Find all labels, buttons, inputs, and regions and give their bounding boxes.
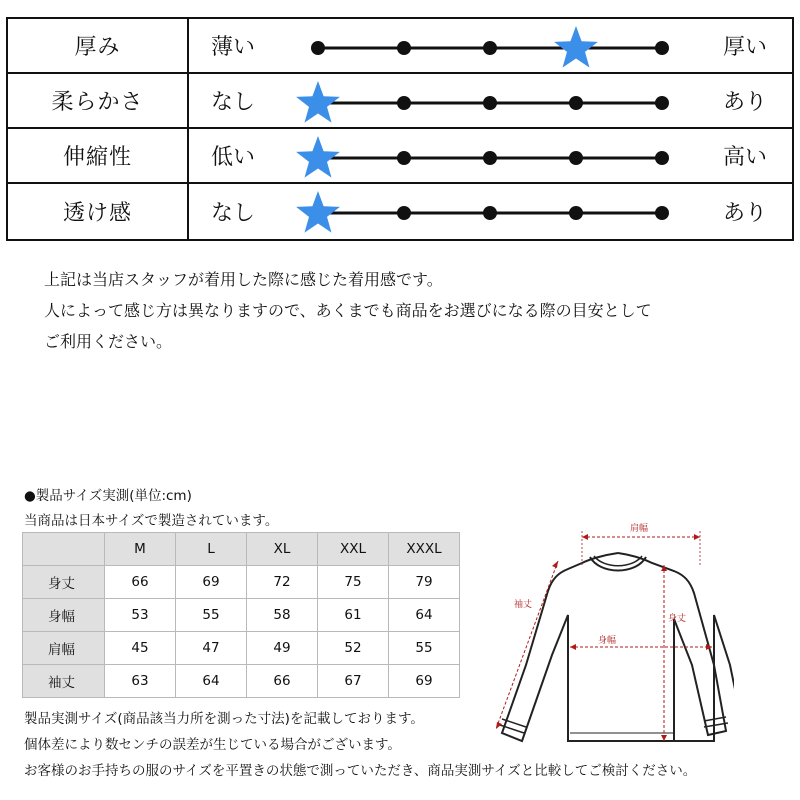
rating-high-label: あり [723,201,768,226]
rating-low-label: なし [211,201,256,226]
scale-dot [569,96,583,110]
size-column-header: XL [247,533,318,566]
scale-dot [397,96,411,110]
scale-dot [483,206,497,220]
sleeve-length-dimension [496,561,558,729]
rating-high-label: あり [723,90,768,115]
size-cell: 61 [318,599,389,632]
size-cell: 69 [176,566,247,599]
size-cell: 53 [105,599,176,632]
size-corner-cell [23,533,105,566]
shirt-neckline [590,557,646,571]
size-cell: 75 [318,566,389,599]
size-row [23,665,460,698]
body-length-label: 身丈 [668,614,687,624]
rating-low-label: 薄い [211,35,256,60]
rating-scale [288,19,688,72]
size-cell: 67 [318,665,389,698]
size-row [23,632,460,665]
footnote-3: お客様のお手持ちの服のサイズを平置きの状態で測っていただき、商品実測サイズと比較してご検討ください。 [24,763,697,779]
scale-dot [655,96,669,110]
sleeve-length-label: 袖丈 [514,600,533,610]
scale-dot [569,206,583,220]
note-line-3: ご利用ください。 [44,332,173,351]
scale-dot [655,41,669,55]
size-column-header: M [105,533,176,566]
size-cell: 55 [389,632,460,665]
scale-dot [655,151,669,165]
size-section-subtitle: 当商品は日本サイズで製造されています。 [24,513,279,529]
size-column-header: L [176,533,247,566]
rating-scale [288,129,688,182]
scale-dot [483,96,497,110]
scale-dot [311,41,325,55]
rating-row [8,74,792,129]
size-cell: 49 [247,632,318,665]
scale-dot [397,41,411,55]
rating-scale [288,74,688,127]
body-width-dimension [570,634,712,650]
size-row-header: 身幅 [23,599,105,632]
footnote-1: 製品実測サイズ(商品該当力所を測った寸法)を記載しております。 [24,711,424,727]
size-column-header: XXXL [389,533,460,566]
rating-label: 柔らかさ [8,74,189,127]
scale-dot [397,151,411,165]
scale-dot [483,41,497,55]
rating-label: 伸縮性 [8,129,189,182]
size-cell: 64 [176,665,247,698]
scale-dot [655,206,669,220]
rating-low-label: 低い [211,145,256,170]
size-row-header: 身丈 [23,566,105,599]
long-sleeve-shirt-icon [478,515,734,755]
size-row [23,566,460,599]
rating-label: 厚み [8,19,189,72]
note-line-1: 上記は当店スタッフが着用した際に感じた着用感です。 [44,270,443,289]
rating-star-icon [554,26,598,68]
size-cell: 72 [247,566,318,599]
footnote-2: 個体差により数センチの誤差が生じている場合がございます。 [24,737,401,753]
size-cell: 55 [176,599,247,632]
size-cell: 66 [105,566,176,599]
size-cell: 69 [389,665,460,698]
size-row [23,599,460,632]
rating-high-label: 厚い [723,35,768,60]
size-section-title: ●製品サイズ実測(単位:cm) [24,488,192,504]
fit-note [44,264,652,357]
size-cell: 45 [105,632,176,665]
size-table [22,532,460,698]
size-row-header: 肩幅 [23,632,105,665]
size-row-header: 袖丈 [23,665,105,698]
rating-row [8,19,792,74]
size-cell: 79 [389,566,460,599]
size-cell: 63 [105,665,176,698]
size-header-row [23,533,460,566]
size-cell: 47 [176,632,247,665]
size-cell: 64 [389,599,460,632]
feel-rating-table [6,17,794,241]
rating-row [8,184,792,239]
rating-star-icon [296,136,340,178]
size-cell: 58 [247,599,318,632]
rating-scale [288,184,688,237]
left-cuff [500,719,526,733]
scale-dot [397,206,411,220]
rating-star-icon [296,191,340,233]
rating-low-label: なし [211,90,256,115]
rating-label: 透け感 [8,184,189,239]
shoulder-width-label: 肩幅 [630,524,649,534]
body-width-label: 身幅 [598,636,617,646]
note-line-2: 人によって感じ方は異なりますので、あくまでも商品をお選びになる際の目安として [44,301,652,320]
size-cell: 52 [318,632,389,665]
size-column-header: XXL [318,533,389,566]
rating-star-icon [296,81,340,123]
rating-row [8,129,792,184]
scale-dot [483,151,497,165]
rating-high-label: 高い [723,145,768,170]
size-cell: 66 [247,665,318,698]
scale-dot [569,151,583,165]
